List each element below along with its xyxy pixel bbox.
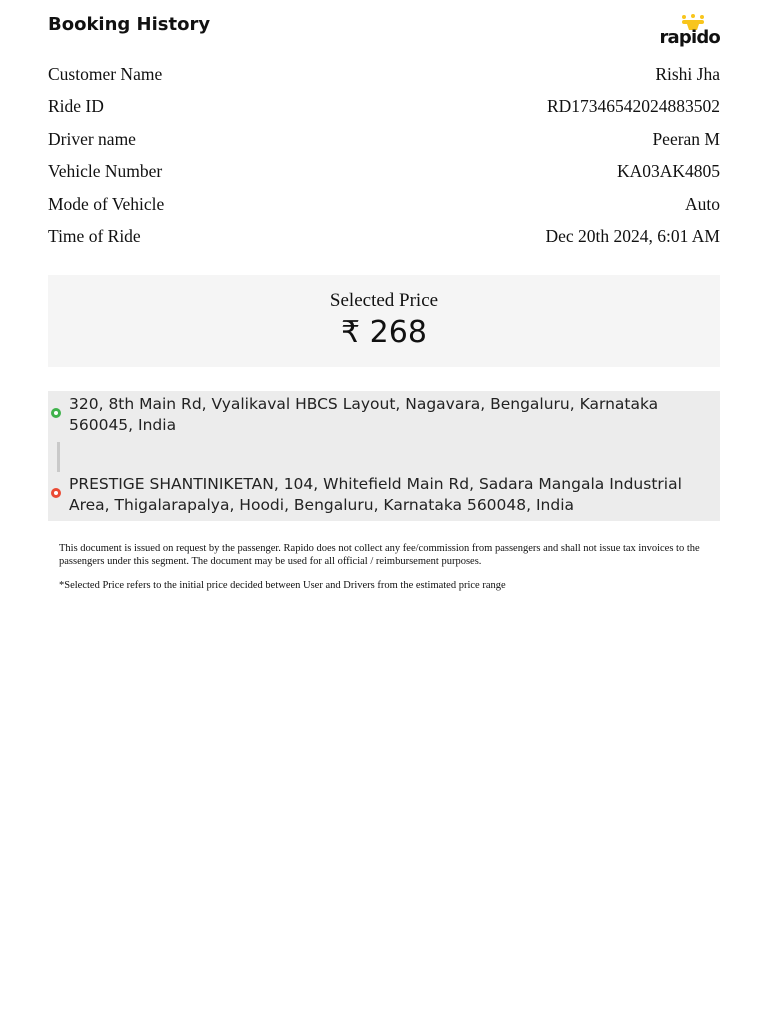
disclaimer-text: This document is issued on request by the passenger. Rapido does not collect any fee/commission from passengers and shall not issue tax invoices to the passengers under this segment. The document may be used for all official / reimbursement purposes.: [59, 543, 700, 567]
rapido-logo-text: rapido: [659, 27, 720, 48]
detail-row-customer-name: [48, 58, 720, 91]
rapido-logo: [658, 14, 720, 54]
detail-row-vehicle-number: [48, 156, 720, 189]
drop-location: [48, 474, 710, 516]
detail-row-driver-name: [48, 123, 720, 156]
detail-value: Peeran M: [652, 128, 720, 149]
footnotes: [48, 543, 720, 593]
detail-value: RD17346542024883502: [546, 96, 720, 117]
detail-value: KA03AK4805: [616, 161, 720, 182]
detail-row-mode-of-vehicle: [48, 188, 720, 221]
detail-value: Rishi Jha: [655, 63, 720, 84]
detail-label: Driver name: [48, 128, 136, 149]
detail-label: Customer Name: [48, 63, 163, 84]
route-box: [48, 391, 720, 521]
route-connector: [57, 442, 60, 472]
detail-row-ride-id: [48, 91, 720, 124]
pickup-dot-icon: [51, 408, 61, 418]
booking-document: [48, 0, 720, 605]
ride-details: [48, 58, 720, 253]
detail-row-time-of-ride: [48, 221, 720, 254]
price-value: ₹ 268: [341, 315, 427, 350]
header: [48, 0, 720, 58]
pickup-address: 320, 8th Main Rd, Vyalikaval HBCS Layout, Nagavara, Bengaluru, Karnataka 560045, India: [69, 395, 659, 434]
detail-label: Mode of Vehicle: [48, 193, 165, 214]
detail-label: Ride ID: [48, 96, 104, 117]
detail-label: Time of Ride: [48, 226, 141, 247]
price-box: [48, 275, 720, 367]
detail-value: Dec 20th 2024, 6:01 AM: [545, 226, 720, 247]
drop-dot-icon: [51, 488, 61, 498]
pickup-location: [48, 394, 710, 436]
drop-address: PRESTIGE SHANTINIKETAN, 104, Whitefield Main Rd, Sadara Mangala Industrial Area, Thigalarapalya, Hoodi, Bengaluru, Karnataka 560048, India: [69, 475, 682, 514]
price-note-text: *Selected Price refers to the initial price decided between User and Drivers from the estimated price range: [59, 580, 506, 591]
detail-value: Auto: [685, 193, 720, 214]
detail-label: Vehicle Number: [48, 161, 163, 182]
page-title: Booking History: [48, 14, 211, 35]
price-label: Selected Price: [329, 290, 439, 311]
